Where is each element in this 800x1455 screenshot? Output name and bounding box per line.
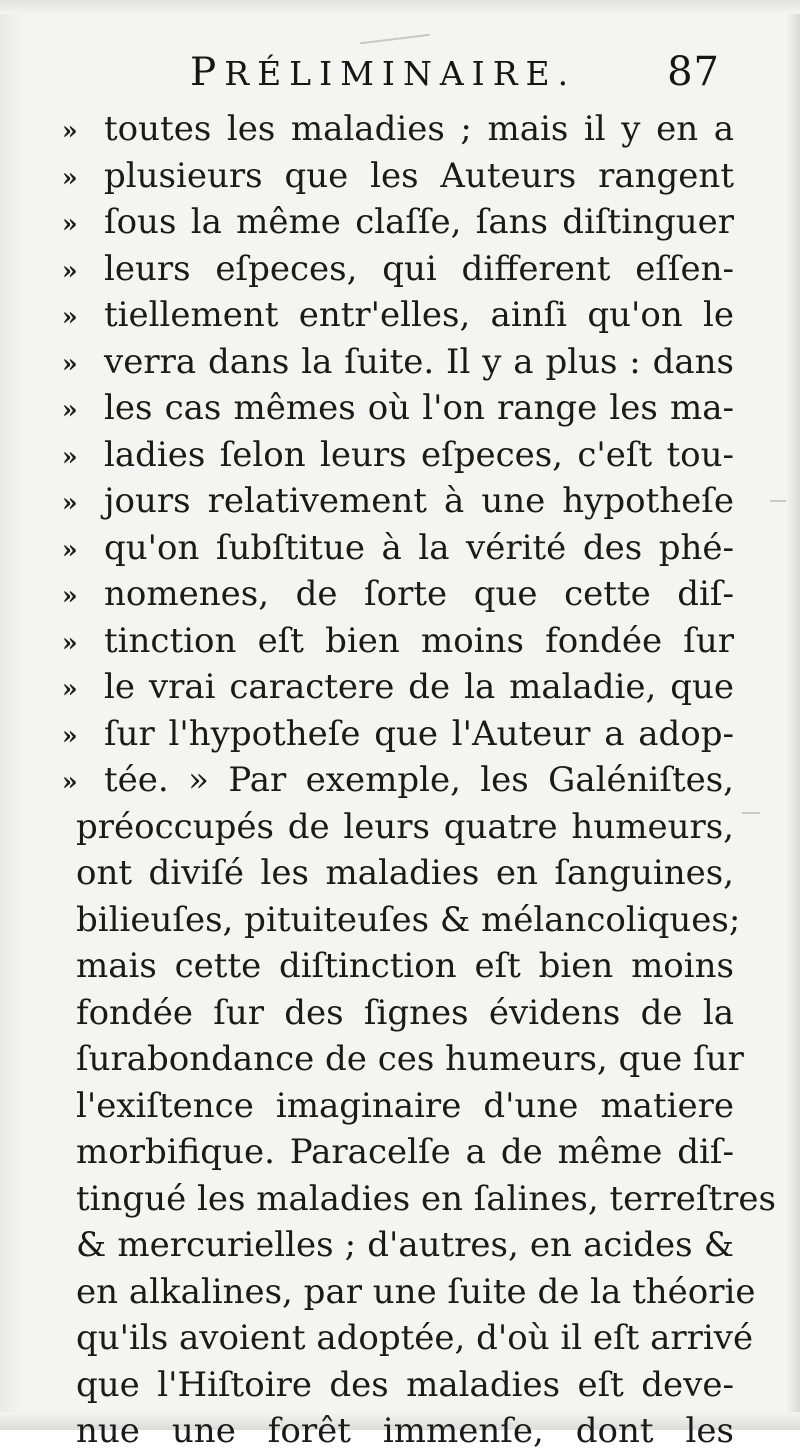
- page-edge-left: [0, 0, 22, 1430]
- body-text: [62, 106, 776, 1455]
- text-line: [62, 757, 734, 804]
- running-title-initial: P: [190, 50, 225, 95]
- line-text: tingué les maladies en ſalines, terreſtres: [76, 1178, 776, 1219]
- line-text: jours relativement à une hypotheſe: [104, 481, 734, 521]
- text-line: [62, 1408, 734, 1455]
- running-title: [190, 48, 576, 99]
- line-text: le vrai caractere de la maladie, que: [104, 667, 734, 707]
- line-text: verra dans la ſuite. Il y a plus : dans: [104, 341, 734, 382]
- line-text: tée. » Par exemple, les Galéniſtes,: [104, 760, 734, 800]
- quotation-mark: »: [62, 767, 78, 796]
- quotation-mark: »: [62, 674, 78, 703]
- quotation-mark: »: [62, 720, 78, 750]
- text-line: [62, 106, 734, 153]
- line-text: nue une forêt immenſe, dont les: [76, 1411, 734, 1451]
- text-line: [62, 1036, 744, 1083]
- text-line: [62, 292, 734, 339]
- text-line: [62, 478, 734, 525]
- text-line: [62, 897, 741, 944]
- text-line: [62, 850, 734, 897]
- line-text: tinction eſt bien moins fondée ſur: [104, 620, 734, 661]
- quotation-mark: »: [62, 581, 78, 610]
- line-text: fondée ſur des ſignes évidens de la: [76, 992, 734, 1033]
- line-text: bilieuſes, pituiteuſes & mélancoliques;: [76, 899, 741, 940]
- text-line: [62, 199, 734, 246]
- quotation-mark: »: [62, 209, 78, 238]
- line-text: ont diviſé les maladies en ſanguines,: [76, 853, 734, 893]
- text-line: [62, 385, 734, 432]
- text-line: [62, 1129, 734, 1176]
- line-text: mais cette diſtinction eſt bien moins: [76, 946, 734, 986]
- line-text: préoccupés de leurs quatre humeurs,: [76, 806, 734, 847]
- line-text: ſous la même claſſe, ſans diſtinguer: [104, 202, 734, 242]
- text-line: [62, 1315, 754, 1362]
- line-text: plusieurs que les Auteurs rangent: [104, 155, 734, 196]
- text-line: [62, 990, 734, 1037]
- line-text: ſur l'hypotheſe que l'Auteur a adop-: [104, 713, 734, 754]
- text-line: [62, 1222, 734, 1269]
- line-text: qu'on ſubſtitue à la vérité des phé-: [104, 527, 734, 568]
- running-title-rest: RÉLIMINAIRE.: [224, 54, 577, 93]
- text-line: [62, 804, 734, 851]
- line-text: leurs eſpeces, qui different eſſen-: [104, 248, 734, 289]
- running-head: [190, 48, 720, 98]
- text-line: [62, 664, 734, 711]
- line-text: ſurabondance de ces humeurs, que ſur: [76, 1039, 744, 1079]
- line-text: ladies ſelon leurs eſpeces, c'eſt tou-: [104, 434, 734, 475]
- text-line: [62, 1362, 734, 1409]
- quotation-mark: »: [62, 162, 78, 192]
- text-line: [62, 1176, 776, 1223]
- paper-mark: [770, 500, 786, 502]
- text-line: [62, 1083, 734, 1130]
- line-text: morbifique. Paracelſe a de même diſ-: [76, 1132, 734, 1172]
- line-text: tiellement entr'elles, ainſi qu'on le: [104, 295, 734, 335]
- text-line: [62, 246, 734, 293]
- text-line: [62, 1269, 756, 1316]
- quotation-mark: »: [62, 441, 78, 471]
- line-text: nomenes, de ſorte que cette diſ-: [104, 574, 734, 614]
- page-edge-right: [786, 0, 800, 1430]
- quotation-mark: »: [62, 302, 78, 331]
- text-line: [62, 618, 734, 665]
- line-text: & mercurielles ; d'autres, en acides &: [76, 1225, 734, 1265]
- line-text: que l'Hiſtoire des maladies eſt deve-: [76, 1364, 734, 1405]
- quotation-mark: »: [62, 255, 78, 285]
- text-line: [62, 153, 734, 200]
- quotation-mark: »: [62, 348, 78, 378]
- paper-mark: [360, 34, 430, 45]
- page-number: 87: [667, 49, 720, 95]
- text-line: [62, 432, 734, 479]
- line-text: en alkalines, par une ſuite de la théorie: [76, 1271, 756, 1312]
- line-text: l'exiſtence imaginaire d'une matiere: [76, 1085, 734, 1126]
- text-line: [62, 339, 734, 386]
- page-edge-top: [0, 0, 800, 14]
- quotation-mark: »: [62, 534, 78, 564]
- paper-mark: [742, 812, 760, 814]
- quotation-mark: »: [62, 627, 78, 657]
- line-text: les cas mêmes où l'on range les ma-: [104, 388, 734, 428]
- line-text: toutes les maladies ; mais il y en a: [104, 109, 734, 149]
- text-line: [62, 943, 734, 990]
- quotation-mark: »: [62, 116, 78, 145]
- text-line: [62, 711, 734, 758]
- line-text: qu'ils avoient adoptée, d'où il eſt arrivé: [76, 1318, 754, 1358]
- text-line: [62, 571, 734, 618]
- quotation-mark: »: [62, 395, 78, 424]
- quotation-mark: »: [62, 488, 78, 517]
- text-line: [62, 525, 734, 572]
